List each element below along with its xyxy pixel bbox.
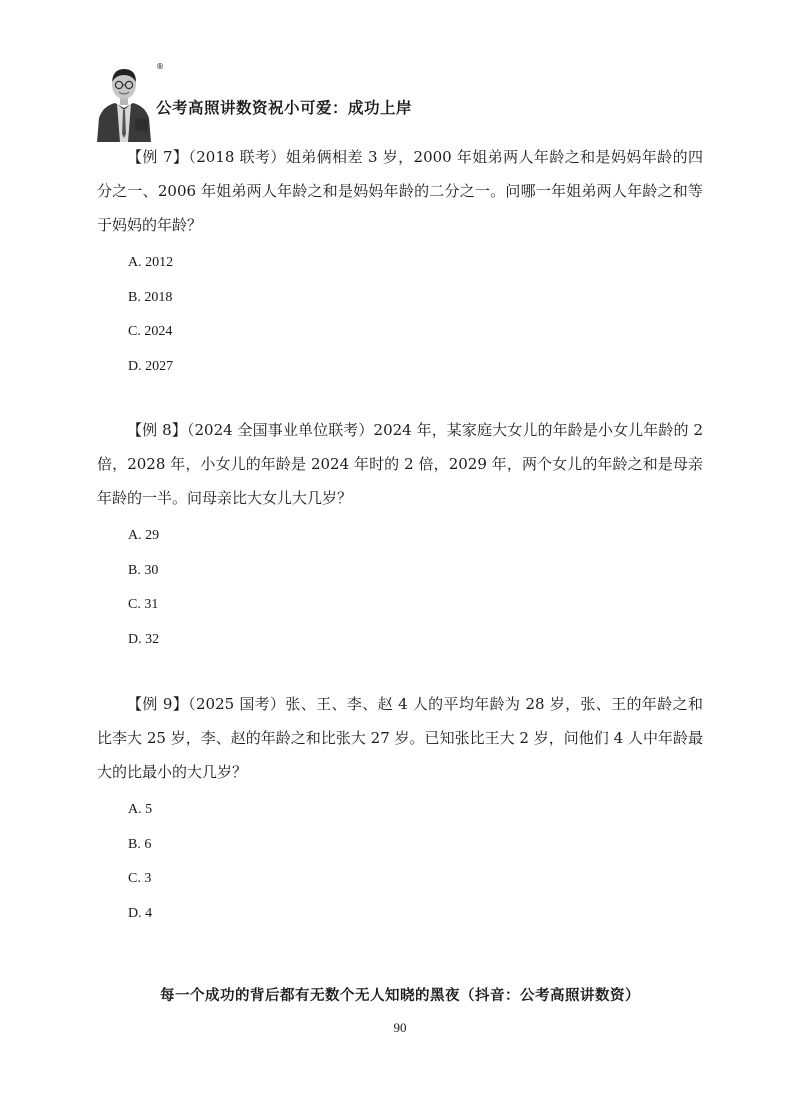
footer-slogan: 每一个成功的背后都有无数个无人知晓的黑夜（抖音：公考高照讲数资） [160, 988, 640, 1004]
option-a: A. 5 [128, 802, 153, 817]
question-9 [97, 687, 703, 931]
question-text: 【例 8】（2024 全国事业单位联考）2024 年，某家庭大女儿的年龄是小女儿年龄的 2 倍，2028 年，小女儿的年龄是 2024 年时的 2 倍，2029 年，两个女儿的年龄之和是母亲年龄的一半。问母亲比大女儿大几岁？ [97, 421, 703, 507]
question-text: 【例 7】（2018 联考）姐弟俩相差 3 岁，2000 年姐弟两人年龄之和是妈妈年龄的四分之一、2006 年姐弟两人年龄之和是妈妈年龄的二分之一。问哪一年姐弟两人年龄之和等于妈妈的年龄？ [97, 148, 703, 234]
option-list [97, 246, 703, 384]
author-photo [95, 60, 153, 142]
option-d: D. 4 [128, 905, 153, 921]
option-b: B. 6 [128, 836, 152, 852]
option-c: C. 3 [128, 871, 152, 886]
option-list [97, 793, 703, 931]
option-d: D. 2027 [128, 358, 174, 374]
option-c: C. 31 [128, 597, 159, 612]
option-list [97, 519, 703, 657]
page-header [95, 60, 615, 142]
option-a: A. 2012 [128, 255, 174, 270]
option-a: A. 29 [128, 528, 160, 543]
question-8 [97, 413, 703, 657]
option-b: B. 30 [128, 562, 159, 578]
page-number: 90 [393, 1020, 407, 1035]
option-c: C. 2024 [128, 324, 173, 339]
registered-mark: ® [156, 62, 164, 71]
option-b: B. 2018 [128, 289, 173, 305]
question-text: 【例 9】（2025 国考）张、王、李、赵 4 人的平均年龄为 28 岁，张、王的年龄之和比李大 25 岁，李、赵的年龄之和比张大 27 岁。已知张比王大 2 岁，问他们 4 人中年龄最大的比最小的大几岁？ [97, 695, 703, 781]
question-7 [97, 140, 703, 384]
option-d: D. 32 [128, 631, 160, 647]
header-title: 公考高照讲数资祝小可爱：成功上岸 [156, 99, 413, 117]
